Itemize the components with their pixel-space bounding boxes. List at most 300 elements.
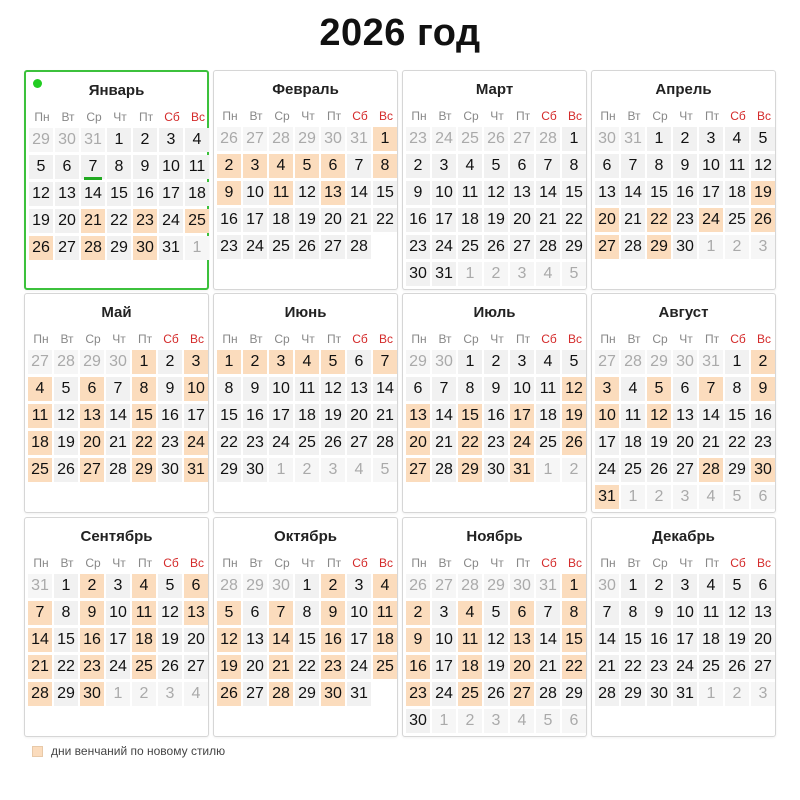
day-cell: 10 xyxy=(510,377,534,401)
day-cell: 11 xyxy=(28,404,52,428)
day-cell: 9 xyxy=(217,181,241,205)
weekday-label: Чт xyxy=(301,332,315,346)
day-cell: 11 xyxy=(621,404,645,428)
day-cell: 26 xyxy=(484,682,508,706)
day-cell: 13 xyxy=(751,601,775,625)
weekday-label: Вс xyxy=(567,556,582,570)
day-cell: 22 xyxy=(647,208,671,232)
day-cell: 4 xyxy=(621,377,645,401)
day-cell: 7 xyxy=(106,377,130,401)
day-cell: 2 xyxy=(673,127,697,151)
day-cell: 28 xyxy=(536,682,560,706)
day-cell: 14 xyxy=(536,181,560,205)
day-cell: 15 xyxy=(373,181,397,205)
day-cell: 30 xyxy=(647,682,671,706)
day-cell: 3 xyxy=(484,709,508,733)
day-cell: 12 xyxy=(484,181,508,205)
day-cell: 9 xyxy=(751,377,775,401)
legend-label: дни венчаний по новому стилю xyxy=(51,744,226,758)
day-cell: 12 xyxy=(217,628,241,652)
month-card xyxy=(24,70,209,290)
day-cell: 27 xyxy=(406,458,430,482)
day-cell: 10 xyxy=(673,601,697,625)
day-cell: 27 xyxy=(595,350,619,374)
day-cell: 8 xyxy=(647,154,671,178)
weekday-label: Вс xyxy=(189,556,204,570)
day-cell: 14 xyxy=(595,628,619,652)
day-cell: 24 xyxy=(243,235,267,259)
day-cell: 7 xyxy=(269,601,293,625)
day-cell: 21 xyxy=(347,208,371,232)
day-cell: 10 xyxy=(243,181,267,205)
day-cell: 29 xyxy=(562,682,586,706)
day-cell: 22 xyxy=(562,208,586,232)
day-cell: 25 xyxy=(458,682,482,706)
day-cell: 28 xyxy=(458,574,482,598)
day-cell: 3 xyxy=(751,682,775,706)
month-card xyxy=(213,517,398,737)
day-cell: 19 xyxy=(158,628,182,652)
day-cell: 19 xyxy=(29,209,53,233)
weekday-label: Пт xyxy=(515,332,531,346)
day-cell: 25 xyxy=(185,209,209,233)
day-cell: 1 xyxy=(562,574,586,598)
day-cell: 6 xyxy=(510,601,534,625)
day-cell: 18 xyxy=(536,404,560,428)
day-cell: 2 xyxy=(484,350,508,374)
day-cell: 13 xyxy=(55,182,79,206)
day-cell: 1 xyxy=(185,236,209,260)
day-cell: 30 xyxy=(106,350,130,374)
day-cell: 26 xyxy=(217,127,241,151)
day-cell: 1 xyxy=(536,458,560,482)
day-cell: 10 xyxy=(699,154,723,178)
day-cell: 28 xyxy=(432,458,456,482)
day-cell: 24 xyxy=(595,458,619,482)
day-cell: 30 xyxy=(432,350,456,374)
day-cell: 10 xyxy=(595,404,619,428)
day-cell: 6 xyxy=(184,574,208,598)
day-cell: 3 xyxy=(159,128,183,152)
weekday-label: Сб xyxy=(730,109,746,123)
day-cell: 14 xyxy=(699,404,723,428)
day-cell: 12 xyxy=(647,404,671,428)
day-cell: 29 xyxy=(54,682,78,706)
day-cell: 31 xyxy=(81,128,105,152)
day-cell: 5 xyxy=(158,574,182,598)
month-card xyxy=(591,293,776,513)
day-cell: 18 xyxy=(373,628,397,652)
day-cell: 17 xyxy=(595,431,619,455)
day-cell: 19 xyxy=(562,404,586,428)
day-cell: 15 xyxy=(647,181,671,205)
weekday-label: Вс xyxy=(756,109,771,123)
day-cell: 8 xyxy=(725,377,749,401)
day-cell: 2 xyxy=(647,574,671,598)
day-cell: 15 xyxy=(725,404,749,428)
day-cell: 14 xyxy=(373,377,397,401)
day-cell: 13 xyxy=(184,601,208,625)
day-cell: 6 xyxy=(751,574,775,598)
day-cell: 15 xyxy=(562,628,586,652)
weekday-label: Сб xyxy=(541,556,557,570)
day-cell: 18 xyxy=(699,628,723,652)
day-cell: 7 xyxy=(432,377,456,401)
day-cell: 14 xyxy=(621,181,645,205)
day-cell: 2 xyxy=(484,262,508,286)
day-cell: 22 xyxy=(295,655,319,679)
day-cell: 12 xyxy=(295,181,319,205)
day-cell: 1 xyxy=(458,350,482,374)
weekday-label: Пн xyxy=(222,109,238,123)
day-cell: 31 xyxy=(673,682,697,706)
day-cell: 3 xyxy=(321,458,345,482)
day-cell: 30 xyxy=(406,709,430,733)
weekday-label: Пн xyxy=(33,556,49,570)
weekday-label: Ср xyxy=(463,556,479,570)
day-cell: 20 xyxy=(55,209,79,233)
day-cell: 20 xyxy=(673,431,697,455)
day-cell: 20 xyxy=(510,655,534,679)
day-cell: 9 xyxy=(406,181,430,205)
weekday-label: Сб xyxy=(730,332,746,346)
weekday-header xyxy=(29,110,209,126)
day-cell: 17 xyxy=(432,208,456,232)
day-cell: 14 xyxy=(28,628,52,652)
day-cell: 17 xyxy=(510,404,534,428)
weekday-label: Ср xyxy=(274,109,290,123)
day-cell: 29 xyxy=(621,682,645,706)
day-cell: 14 xyxy=(269,628,293,652)
day-cell: 19 xyxy=(647,431,671,455)
weekday-label: Ср xyxy=(652,556,668,570)
day-cell: 8 xyxy=(458,377,482,401)
day-cell: 6 xyxy=(321,154,345,178)
weekday-label: Пн xyxy=(600,556,616,570)
day-cell: 6 xyxy=(406,377,430,401)
day-cell: 30 xyxy=(269,574,293,598)
month-name: Июль xyxy=(473,304,516,321)
day-cell: 23 xyxy=(217,235,241,259)
day-cell: 11 xyxy=(373,601,397,625)
day-cell: 1 xyxy=(699,235,723,259)
day-cell: 30 xyxy=(484,458,508,482)
weekday-label: Пн xyxy=(600,332,616,346)
day-cell: 19 xyxy=(484,655,508,679)
day-cell: 30 xyxy=(673,350,697,374)
day-cell: 16 xyxy=(647,628,671,652)
day-cell: 24 xyxy=(106,655,130,679)
day-cell: 7 xyxy=(28,601,52,625)
day-cell: 1 xyxy=(269,458,293,482)
day-cell: 18 xyxy=(269,208,293,232)
day-cell: 28 xyxy=(536,235,560,259)
day-cell: 11 xyxy=(699,601,723,625)
day-cell: 3 xyxy=(673,574,697,598)
day-cell: 28 xyxy=(621,235,645,259)
day-cell: 3 xyxy=(510,350,534,374)
day-cell: 29 xyxy=(647,350,671,374)
day-cell: 30 xyxy=(751,458,775,482)
month-name: Февраль xyxy=(272,81,339,98)
month-card xyxy=(591,70,776,290)
day-cell: 11 xyxy=(458,628,482,652)
day-cell: 22 xyxy=(458,431,482,455)
day-cell: 20 xyxy=(80,431,104,455)
day-cell: 1 xyxy=(562,127,586,151)
day-cell: 4 xyxy=(132,574,156,598)
day-cell: 9 xyxy=(133,155,157,179)
day-cell: 13 xyxy=(321,181,345,205)
day-cell: 21 xyxy=(432,431,456,455)
weekday-label: Чт xyxy=(679,556,693,570)
day-cell: 5 xyxy=(562,262,586,286)
day-cell: 2 xyxy=(725,235,749,259)
weekday-label: Чт xyxy=(490,332,504,346)
day-cell: 10 xyxy=(159,155,183,179)
day-cell: 3 xyxy=(106,574,130,598)
day-cell: 5 xyxy=(217,601,241,625)
month-name: Январь xyxy=(88,82,145,99)
weekday-label: Пн xyxy=(222,332,238,346)
day-cell: 4 xyxy=(536,262,560,286)
day-cell: 26 xyxy=(158,655,182,679)
day-cell: 2 xyxy=(406,154,430,178)
day-cell: 21 xyxy=(81,209,105,233)
day-cell: 14 xyxy=(432,404,456,428)
day-cell: 27 xyxy=(510,682,534,706)
weekday-header xyxy=(217,556,397,572)
weekday-label: Ср xyxy=(463,332,479,346)
day-cell: 30 xyxy=(243,458,267,482)
day-cell: 4 xyxy=(458,154,482,178)
day-cell: 12 xyxy=(484,628,508,652)
month-name: Сентябрь xyxy=(80,528,153,545)
day-cell: 8 xyxy=(621,601,645,625)
day-cell: 1 xyxy=(217,350,241,374)
weekday-header xyxy=(595,109,775,125)
day-cell: 10 xyxy=(269,377,293,401)
weekday-label: Ср xyxy=(652,109,668,123)
day-cell: 12 xyxy=(321,377,345,401)
day-cell: 5 xyxy=(751,127,775,151)
day-cell: 26 xyxy=(562,431,586,455)
day-cell: 29 xyxy=(80,350,104,374)
day-cell: 31 xyxy=(595,485,619,509)
weekday-label: Вт xyxy=(627,556,641,570)
day-cell: 4 xyxy=(347,458,371,482)
weekday-label: Чт xyxy=(112,556,126,570)
day-cell: 1 xyxy=(106,682,130,706)
day-cell: 4 xyxy=(510,709,534,733)
day-cell: 24 xyxy=(159,209,183,233)
day-cell: 26 xyxy=(295,235,319,259)
weekday-label: Вт xyxy=(249,556,263,570)
day-cell: 29 xyxy=(484,574,508,598)
day-cell: 19 xyxy=(295,208,319,232)
day-cell: 1 xyxy=(373,127,397,151)
day-cell: 30 xyxy=(133,236,157,260)
day-cell: 15 xyxy=(295,628,319,652)
day-cell: 3 xyxy=(595,377,619,401)
day-cell: 6 xyxy=(80,377,104,401)
day-cell: 25 xyxy=(725,208,749,232)
day-cell: 19 xyxy=(751,181,775,205)
day-cell: 17 xyxy=(432,655,456,679)
day-cell: 15 xyxy=(562,181,586,205)
weekday-label: Пт xyxy=(138,110,154,124)
weekday-label: Ср xyxy=(274,332,290,346)
day-cell: 12 xyxy=(751,154,775,178)
weekday-label: Чт xyxy=(679,332,693,346)
day-cell: 24 xyxy=(184,431,208,455)
day-cell: 30 xyxy=(80,682,104,706)
day-cell: 31 xyxy=(510,458,534,482)
day-cell: 6 xyxy=(347,350,371,374)
day-cell: 5 xyxy=(562,350,586,374)
weekday-label: Пт xyxy=(515,109,531,123)
day-cell: 21 xyxy=(536,208,560,232)
day-cell: 4 xyxy=(373,574,397,598)
day-cell: 18 xyxy=(132,628,156,652)
day-cell: 29 xyxy=(406,350,430,374)
day-cell: 29 xyxy=(295,127,319,151)
legend-swatch xyxy=(32,746,43,757)
day-cell: 5 xyxy=(647,377,671,401)
day-cell: 17 xyxy=(243,208,267,232)
day-cell: 5 xyxy=(725,574,749,598)
day-cell: 28 xyxy=(106,458,130,482)
day-cell: 30 xyxy=(595,574,619,598)
weekday-header xyxy=(28,332,208,348)
day-cell: 30 xyxy=(510,574,534,598)
day-cell: 5 xyxy=(484,601,508,625)
weekday-header xyxy=(406,556,586,572)
day-cell: 27 xyxy=(595,235,619,259)
day-cell: 20 xyxy=(406,431,430,455)
day-cell: 25 xyxy=(132,655,156,679)
day-cell: 2 xyxy=(321,574,345,598)
day-cell: 11 xyxy=(458,181,482,205)
month-card xyxy=(213,70,398,290)
day-cell: 10 xyxy=(184,377,208,401)
day-cell: 2 xyxy=(751,350,775,374)
day-cell: 4 xyxy=(536,350,560,374)
day-cell: 20 xyxy=(347,404,371,428)
day-cell: 20 xyxy=(595,208,619,232)
day-cell: 1 xyxy=(699,682,723,706)
month-name: Октябрь xyxy=(274,528,337,545)
day-cell: 8 xyxy=(562,154,586,178)
day-cell: 3 xyxy=(432,601,456,625)
day-cell: 29 xyxy=(725,458,749,482)
day-cell: 7 xyxy=(699,377,723,401)
weekday-label: Вс xyxy=(378,332,393,346)
day-cell: 6 xyxy=(751,485,775,509)
weekday-label: Вт xyxy=(60,556,74,570)
day-cell: 2 xyxy=(458,709,482,733)
day-cell: 20 xyxy=(751,628,775,652)
day-cell: 3 xyxy=(158,682,182,706)
day-cell: 27 xyxy=(243,682,267,706)
weekday-label: Ср xyxy=(85,556,101,570)
day-cell: 22 xyxy=(54,655,78,679)
day-cell: 3 xyxy=(347,574,371,598)
day-cell: 7 xyxy=(621,154,645,178)
day-cell: 8 xyxy=(217,377,241,401)
day-cell: 28 xyxy=(621,350,645,374)
weekday-label: Пн xyxy=(34,110,50,124)
day-cell: 15 xyxy=(217,404,241,428)
day-cell: 13 xyxy=(243,628,267,652)
weekday-label: Ср xyxy=(652,332,668,346)
day-cell: 7 xyxy=(347,154,371,178)
weekday-label: Вт xyxy=(438,556,452,570)
day-cell: 6 xyxy=(55,155,79,179)
day-cell: 23 xyxy=(321,655,345,679)
day-cell: 2 xyxy=(133,128,157,152)
weekday-label: Вт xyxy=(60,332,74,346)
day-cell: 2 xyxy=(217,154,241,178)
day-cell: 29 xyxy=(29,128,53,152)
day-cell: 21 xyxy=(699,431,723,455)
day-cell: 30 xyxy=(158,458,182,482)
day-cell: 21 xyxy=(536,655,560,679)
day-cell: 27 xyxy=(55,236,79,260)
day-cell: 2 xyxy=(80,574,104,598)
day-cell: 28 xyxy=(699,458,723,482)
day-cell: 24 xyxy=(673,655,697,679)
weekday-label: Чт xyxy=(490,556,504,570)
day-cell: 31 xyxy=(699,350,723,374)
day-cell: 1 xyxy=(458,262,482,286)
month-card xyxy=(402,517,587,737)
day-cell: 20 xyxy=(184,628,208,652)
day-cell: 27 xyxy=(28,350,52,374)
day-cell: 23 xyxy=(647,655,671,679)
day-cell: 1 xyxy=(107,128,131,152)
weekday-header xyxy=(595,332,775,348)
day-cell: 17 xyxy=(159,182,183,206)
day-cell: 29 xyxy=(243,574,267,598)
day-cell: 17 xyxy=(699,181,723,205)
weekday-label: Пт xyxy=(704,109,720,123)
day-cell: 20 xyxy=(510,208,534,232)
day-cell: 27 xyxy=(321,235,345,259)
day-cell: 4 xyxy=(185,128,209,152)
weekday-label: Вс xyxy=(756,332,771,346)
day-cell: 31 xyxy=(159,236,183,260)
day-cell: 19 xyxy=(725,628,749,652)
weekday-label: Пт xyxy=(137,332,153,346)
day-cell: 28 xyxy=(373,431,397,455)
day-cell: 1 xyxy=(647,127,671,151)
day-cell: 6 xyxy=(243,601,267,625)
day-cell: 13 xyxy=(673,404,697,428)
day-cell: 7 xyxy=(536,154,560,178)
day-cell: 22 xyxy=(562,655,586,679)
day-cell: 9 xyxy=(321,601,345,625)
day-cell: 26 xyxy=(484,235,508,259)
day-cell: 22 xyxy=(725,431,749,455)
month-card xyxy=(213,293,398,513)
day-cell: 2 xyxy=(158,350,182,374)
day-cell: 17 xyxy=(673,628,697,652)
weekday-label: Чт xyxy=(490,109,504,123)
day-cell: 3 xyxy=(184,350,208,374)
day-cell: 25 xyxy=(536,431,560,455)
day-cell: 4 xyxy=(28,377,52,401)
